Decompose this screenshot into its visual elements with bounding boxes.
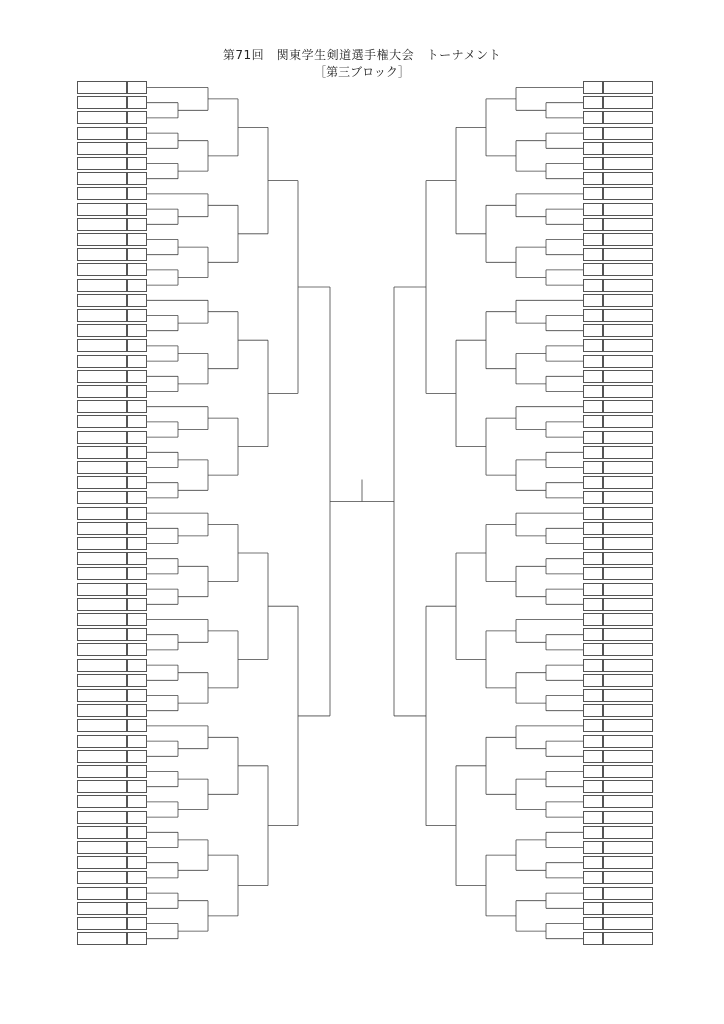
left-player-name [77,309,127,322]
right-player-number [583,841,603,854]
left-player-number [127,324,147,337]
right-player-name [603,750,653,763]
left-player-name [77,704,127,717]
right-player-number [583,719,603,732]
right-player-name [603,339,653,352]
right-player-number [583,294,603,307]
right-player-number [583,491,603,504]
left-player-name [77,659,127,672]
left-player-number [127,218,147,231]
right-player-number [583,811,603,824]
right-player-name [603,385,653,398]
left-player-name [77,765,127,778]
right-player-name [603,446,653,459]
right-player-name [603,507,653,520]
right-player-name [603,157,653,170]
left-player-name [77,689,127,702]
right-player-number [583,887,603,900]
right-player-number [583,355,603,368]
right-player-name [603,917,653,930]
right-player-number [583,157,603,170]
right-player-name [603,719,653,732]
left-player-name [77,127,127,140]
right-player-name [603,856,653,869]
right-player-name [603,142,653,155]
left-player-name [77,96,127,109]
left-player-name [77,187,127,200]
left-player-name [77,750,127,763]
left-player-number [127,142,147,155]
right-player-number [583,750,603,763]
left-player-name [77,81,127,94]
left-player-name [77,431,127,444]
right-player-number [583,795,603,808]
left-player-name [77,567,127,580]
left-player-number [127,628,147,641]
left-player-name [77,476,127,489]
left-player-name [77,355,127,368]
right-player-name [603,294,653,307]
left-player-number [127,567,147,580]
left-player-name [77,142,127,155]
right-player-name [603,461,653,474]
left-player-name [77,461,127,474]
left-player-name [77,795,127,808]
left-player-name [77,674,127,687]
left-player-name [77,415,127,428]
right-player-number [583,385,603,398]
left-player-name [77,400,127,413]
right-player-name [603,841,653,854]
left-player-number [127,461,147,474]
left-player-name [77,522,127,535]
left-player-name [77,339,127,352]
right-player-name [603,795,653,808]
left-player-number [127,279,147,292]
right-player-number [583,324,603,337]
right-player-name [603,567,653,580]
page-title: 第71回 関東学生剣道選手権大会 トーナメント [222,48,502,62]
left-player-name [77,811,127,824]
right-player-number [583,415,603,428]
right-player-name [603,659,653,672]
left-player-name [77,628,127,641]
left-player-number [127,826,147,839]
left-player-number [127,96,147,109]
left-player-number [127,795,147,808]
right-player-name [603,887,653,900]
right-player-number [583,370,603,383]
left-player-name [77,826,127,839]
left-player-number [127,309,147,322]
right-player-name [603,811,653,824]
right-player-name [603,370,653,383]
right-player-name [603,355,653,368]
left-player-name [77,902,127,915]
right-player-name [603,309,653,322]
right-player-name [603,111,653,124]
left-player-number [127,370,147,383]
left-player-name [77,841,127,854]
left-player-number [127,659,147,672]
right-player-name [603,689,653,702]
right-player-name [603,415,653,428]
right-player-name [603,583,653,596]
left-player-name [77,370,127,383]
right-player-name [603,735,653,748]
left-player-number [127,81,147,94]
right-player-name [603,704,653,717]
left-player-name [77,780,127,793]
right-player-number [583,446,603,459]
right-player-name [603,552,653,565]
left-player-name [77,111,127,124]
left-player-name [77,917,127,930]
right-player-number [583,279,603,292]
left-player-number [127,750,147,763]
left-player-name [77,324,127,337]
right-player-number [583,81,603,94]
right-player-name [603,522,653,535]
right-player-number [583,461,603,474]
right-player-name [603,780,653,793]
right-player-number [583,172,603,185]
left-player-number [127,355,147,368]
right-player-name [603,476,653,489]
left-player-number [127,780,147,793]
right-player-name [603,279,653,292]
right-player-number [583,263,603,276]
right-player-number [583,476,603,489]
left-player-number [127,765,147,778]
right-player-name [603,932,653,945]
right-player-number [583,932,603,945]
right-player-name [603,96,653,109]
right-player-name [603,324,653,337]
right-player-number [583,902,603,915]
right-player-name [603,233,653,246]
right-player-number [583,826,603,839]
right-player-number [583,507,603,520]
right-player-number [583,765,603,778]
left-player-number [127,339,147,352]
right-player-name [603,537,653,550]
left-player-number [127,476,147,489]
left-player-number [127,127,147,140]
left-player-name [77,172,127,185]
left-player-name [77,385,127,398]
right-player-number [583,583,603,596]
left-player-number [127,871,147,884]
left-player-name [77,491,127,504]
right-player-name [603,613,653,626]
left-player-number [127,522,147,535]
right-player-name [603,263,653,276]
left-player-number [127,643,147,656]
left-player-name [77,887,127,900]
left-player-number [127,902,147,915]
right-player-name [603,127,653,140]
right-player-number [583,248,603,261]
right-player-number [583,871,603,884]
left-player-number [127,111,147,124]
left-player-name [77,507,127,520]
left-player-number [127,704,147,717]
left-player-number [127,583,147,596]
right-player-number [583,142,603,155]
right-player-number [583,659,603,672]
right-player-number [583,127,603,140]
left-player-name [77,446,127,459]
right-player-number [583,233,603,246]
left-player-name [77,279,127,292]
left-player-number [127,187,147,200]
left-player-number [127,598,147,611]
left-player-name [77,157,127,170]
left-player-number [127,735,147,748]
left-player-name [77,643,127,656]
left-player-name [77,932,127,945]
left-player-number [127,689,147,702]
right-player-name [603,187,653,200]
right-player-number [583,704,603,717]
right-player-name [603,598,653,611]
left-player-number [127,507,147,520]
right-player-number [583,674,603,687]
right-player-number [583,735,603,748]
left-player-name [77,203,127,216]
left-player-number [127,233,147,246]
right-player-number [583,309,603,322]
left-player-number [127,932,147,945]
right-player-name [603,765,653,778]
left-player-number [127,400,147,413]
right-player-name [603,902,653,915]
right-player-name [603,643,653,656]
left-player-number [127,248,147,261]
left-player-number [127,431,147,444]
right-player-number [583,431,603,444]
right-player-number [583,522,603,535]
left-player-number [127,887,147,900]
right-player-number [583,917,603,930]
right-player-name [603,218,653,231]
right-player-name [603,871,653,884]
left-player-number [127,674,147,687]
left-player-name [77,248,127,261]
right-player-number [583,96,603,109]
left-player-number [127,537,147,550]
right-player-number [583,400,603,413]
left-player-name [77,218,127,231]
left-player-number [127,841,147,854]
block-subtitle: ［第三ブロック］ [314,65,410,79]
right-player-number [583,628,603,641]
right-player-name [603,674,653,687]
right-player-number [583,643,603,656]
left-player-number [127,203,147,216]
left-player-number [127,917,147,930]
left-player-number [127,263,147,276]
right-player-number [583,203,603,216]
left-player-number [127,552,147,565]
right-player-name [603,203,653,216]
right-player-number [583,780,603,793]
right-player-name [603,400,653,413]
left-player-name [77,719,127,732]
right-player-name [603,431,653,444]
right-player-name [603,172,653,185]
left-player-number [127,415,147,428]
right-player-name [603,826,653,839]
right-player-name [603,491,653,504]
left-player-name [77,583,127,596]
right-player-number [583,856,603,869]
left-player-name [77,613,127,626]
left-player-name [77,552,127,565]
right-player-name [603,81,653,94]
right-player-name [603,628,653,641]
left-player-number [127,157,147,170]
right-player-number [583,613,603,626]
right-player-number [583,187,603,200]
left-player-number [127,446,147,459]
right-player-number [583,537,603,550]
left-player-name [77,537,127,550]
left-player-number [127,385,147,398]
right-player-number [583,689,603,702]
left-player-name [77,233,127,246]
left-player-number [127,294,147,307]
right-player-name [603,248,653,261]
right-player-number [583,339,603,352]
right-player-number [583,598,603,611]
left-player-number [127,856,147,869]
left-player-name [77,871,127,884]
right-player-number [583,218,603,231]
left-player-number [127,719,147,732]
left-player-number [127,811,147,824]
left-player-name [77,598,127,611]
left-player-name [77,263,127,276]
left-player-number [127,172,147,185]
left-player-name [77,294,127,307]
right-player-number [583,552,603,565]
left-player-name [77,735,127,748]
left-player-number [127,491,147,504]
left-player-number [127,613,147,626]
right-player-number [583,111,603,124]
right-player-number [583,567,603,580]
left-player-name [77,856,127,869]
